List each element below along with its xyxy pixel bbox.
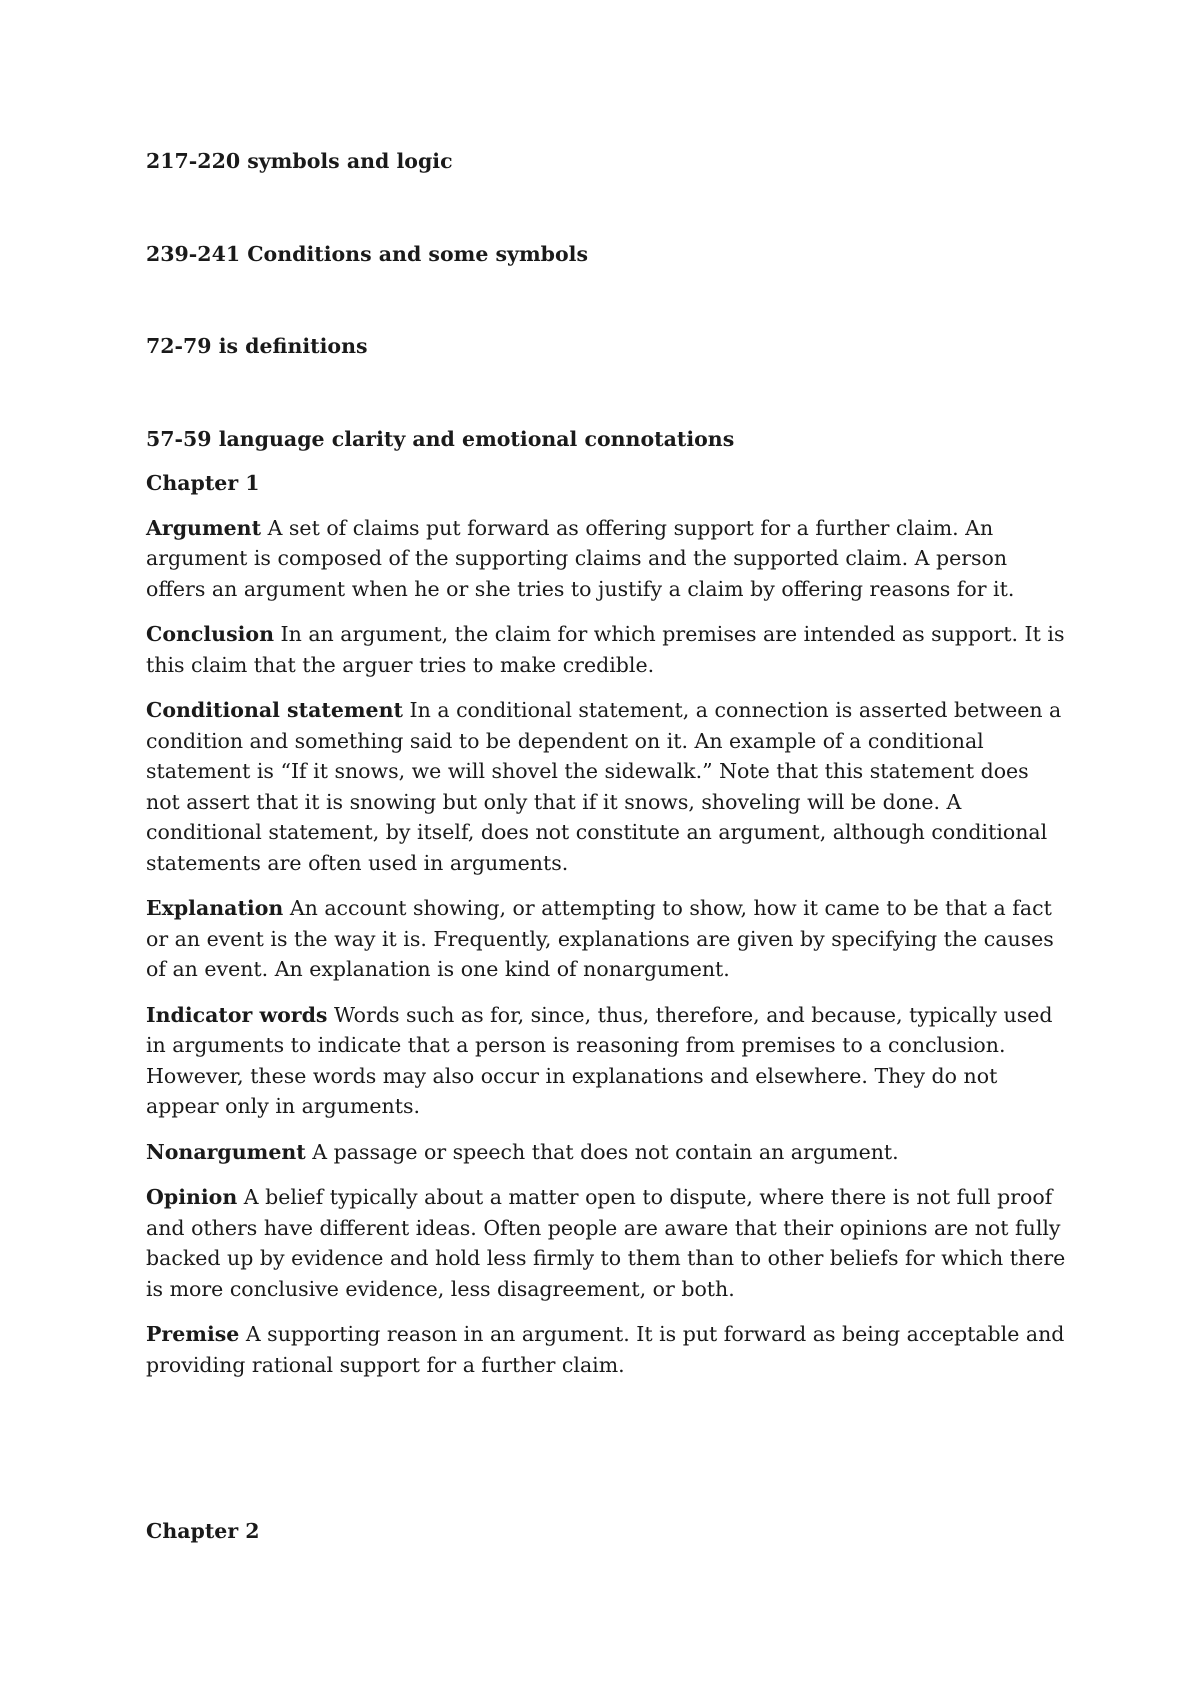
page-range-heading: 72-79 is definitions [146, 334, 368, 358]
chapter-2-heading: Chapter 2 [146, 1519, 260, 1543]
chapter-1-heading: Chapter 1 [146, 471, 260, 495]
definition-text: A belief typically about a matter open to dispute, where there is not full proof and others have different ideas. Often people are aware that their opinions are not fully backed up by evidence and hold less firmly to them than to other beliefs for which there is more conclusive evidence, less disagreement, or both. [146, 1185, 1066, 1301]
definition-term: Indicator words [146, 1002, 328, 1027]
document-content [146, 146, 1066, 1395]
definition-text: An account showing, or attempting to show, how it came to be that a fact or an event is the way it is. Frequently, explanations are given by specifying the causes of an event. An explanation is one kind of nonargument. [146, 896, 1054, 981]
page-range-heading: 217-220 symbols and logic [146, 149, 453, 173]
definition-explanation [146, 893, 1066, 985]
definition-term: Explanation [146, 896, 284, 920]
definition-text: A passage or speech that does not contain an argument. [312, 1139, 899, 1164]
definition-term: Conditional statement [146, 698, 403, 722]
page-range-heading: 239-241 Conditions and some symbols [146, 241, 588, 266]
page-range-heading: 57-59 language clarity and emotional connotations [146, 426, 735, 451]
definition-text: In an argument, the claim for which premises are intended as support. It is this claim that the arguer tries to make credible. [146, 622, 1065, 677]
definition-conditional-statement [146, 695, 1066, 878]
definition-term: Conclusion [146, 622, 274, 646]
definition-text: In a conditional statement, a connection is asserted between a condition and something said to be dependent on it. An example of a conditional statement is “If it snows, we will shovel the sidewalk.” Note that this statement does not assert that it is snowing but only that if it snows, shoveling will be done. A conditional statement, by itself, does not constitute an argument, although conditional statements are often used in arguments. [146, 698, 1062, 875]
definition-conclusion [146, 619, 1066, 680]
definition-text: A supporting reason in an argument. It is put forward as being acceptable and providing rational support for a further claim. [146, 1322, 1065, 1377]
definition-term: Premise [146, 1322, 240, 1346]
definition-text: A set of claims put forward as offering support for a further claim. An argument is composed of the supporting claims and the supported claim. A person offers an argument when he or she tries to justify a claim by offering reasons for it. [146, 515, 1015, 601]
definition-nonargument [146, 1137, 1066, 1168]
definition-term: Nonargument [146, 1139, 306, 1164]
definition-argument [146, 513, 1066, 605]
definition-opinion [146, 1182, 1066, 1304]
definition-premise [146, 1319, 1066, 1380]
definition-term: Argument [146, 515, 262, 540]
definition-text: Words such as for, since, thus, therefore, and because, typically used in arguments to indicate that a person is reasoning from premises to a conclusion. However, these words may also occur in explanations and elsewhere. They do not appear only in arguments. [146, 1002, 1053, 1118]
definition-term: Opinion [146, 1185, 238, 1209]
definition-indicator-words [146, 1000, 1066, 1122]
